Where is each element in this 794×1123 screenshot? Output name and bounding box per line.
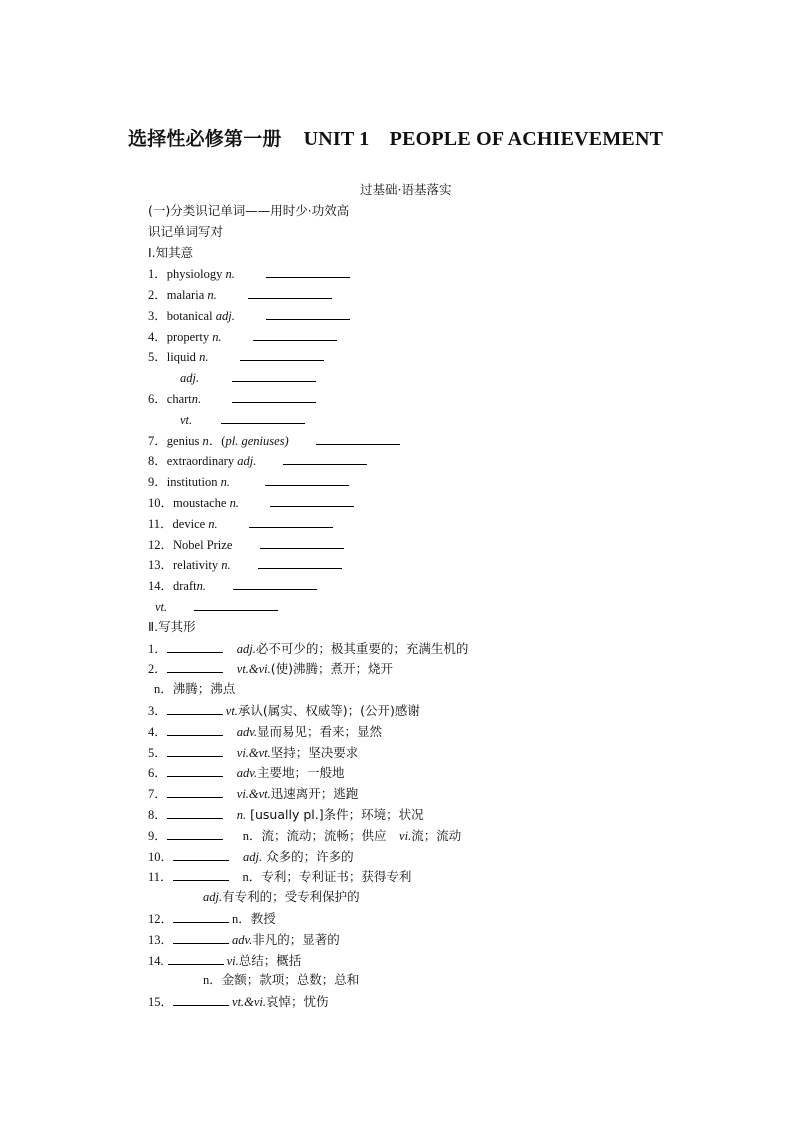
part1-item: 12．Nobel Prize [148,536,344,553]
answer-blank[interactable] [173,868,229,881]
part1-item: 8．extraordinary adj. [148,452,367,469]
part1-item: 7．genius n．(pl. geniuses) [148,432,400,449]
answer-blank[interactable] [233,577,317,590]
part1-item: 11．device n. [148,515,333,532]
answer-blank[interactable] [167,640,223,653]
part2-item: 5． vi.&vt.坚持；坚决要求 [148,745,359,760]
answer-blank[interactable] [167,723,223,736]
answer-blank[interactable] [167,660,223,673]
part2-item: 1． adj.必不可少的；极其重要的；充满生机的 [148,641,469,656]
answer-blank[interactable] [232,369,316,382]
answer-blank[interactable] [221,411,305,424]
answer-blank[interactable] [258,556,342,569]
part2-item: 11． n．专利；专利证书；获得专利 [148,869,412,884]
section-subtitle: 过基础·语基落实 [360,182,452,197]
part1-item: 9．institution n. [148,473,349,490]
answer-blank[interactable] [167,764,223,777]
answer-blank[interactable] [173,848,229,861]
answer-blank[interactable] [173,993,229,1006]
part2-item: 15． vt.&vi.哀悼；忧伤 [148,994,329,1009]
part2-item: 4． adv.显而易见；看来；显然 [148,724,383,739]
part1-item: 2．malaria n. [148,286,332,303]
page-title [128,122,663,151]
answer-blank[interactable] [249,515,333,528]
answer-blank[interactable] [168,952,224,965]
answer-blank[interactable] [265,473,349,486]
part2-item: 6． adv.主要地；一般地 [148,765,345,780]
part2-item: n．金额；款项；总数；总和 [203,972,360,987]
part2-item: 10． adj. 众多的；许多的 [148,849,354,864]
part1-title: Ⅰ.知其意 [148,245,194,260]
part2-item: 13． adv.非凡的；显著的 [148,932,340,947]
title-chinese: 选择性必修第一册 [128,128,282,150]
part1-item: 4．property n. [148,328,337,345]
answer-blank[interactable] [266,307,350,320]
part1-item: 14．draftn. [148,577,317,594]
part1-item: 6．chartn. [148,390,316,407]
answer-blank[interactable] [248,286,332,299]
answer-blank[interactable] [253,328,337,341]
answer-blank[interactable] [240,348,324,361]
part1-item: 5．liquid n. [148,348,324,365]
part2-item: 7． vi.&vt.迅速离开；逃跑 [148,786,359,801]
part2-item: 2． vt.&vi.(使)沸腾；煮开；烧开 [148,661,394,676]
part2-item: 14. vi.总结；概括 [148,953,302,968]
section-heading: (一)分类识记单词——用时少·功效高 [148,203,350,218]
part1-item: 3．botanical adj. [148,307,350,324]
part2-item: 9． n．流；流动；流畅；供应 vi.流；流动 [148,828,462,843]
answer-blank[interactable] [167,702,223,715]
answer-blank[interactable] [167,827,223,840]
answer-blank[interactable] [167,744,223,757]
answer-blank[interactable] [266,265,350,278]
part1-item: 1．physiology n. [148,265,350,282]
sub-heading: 识记单词写对 [148,224,224,239]
part1-item: adj. [180,369,316,386]
answer-blank[interactable] [167,806,223,819]
answer-blank[interactable] [260,536,344,549]
part2-item: 8． n. [usually pl.]条件；环境；状况 [148,807,424,822]
part2-title: Ⅱ.写其形 [148,619,196,634]
part2-item: n．沸腾；沸点 [154,681,236,696]
part1-item: 10．moustache n. [148,494,354,511]
answer-blank[interactable] [194,598,278,611]
answer-blank[interactable] [316,432,400,445]
answer-blank[interactable] [173,931,229,944]
part1-item: vt. [180,411,305,428]
part1-item: 13．relativity n. [148,556,342,573]
part2-item: adj.有专利的；受专利保护的 [203,889,360,904]
part1-item: vt. [155,598,278,615]
answer-blank[interactable] [270,494,354,507]
part2-item: 3． vt.承认(属实、权威等)；(公开)感谢 [148,703,420,718]
answer-blank[interactable] [283,452,367,465]
part2-item: 12． n．教授 [148,911,276,926]
answer-blank[interactable] [173,910,229,923]
answer-blank[interactable] [167,785,223,798]
title-english: UNIT 1 PEOPLE OF ACHIEVEMENT [303,128,664,150]
answer-blank[interactable] [232,390,316,403]
